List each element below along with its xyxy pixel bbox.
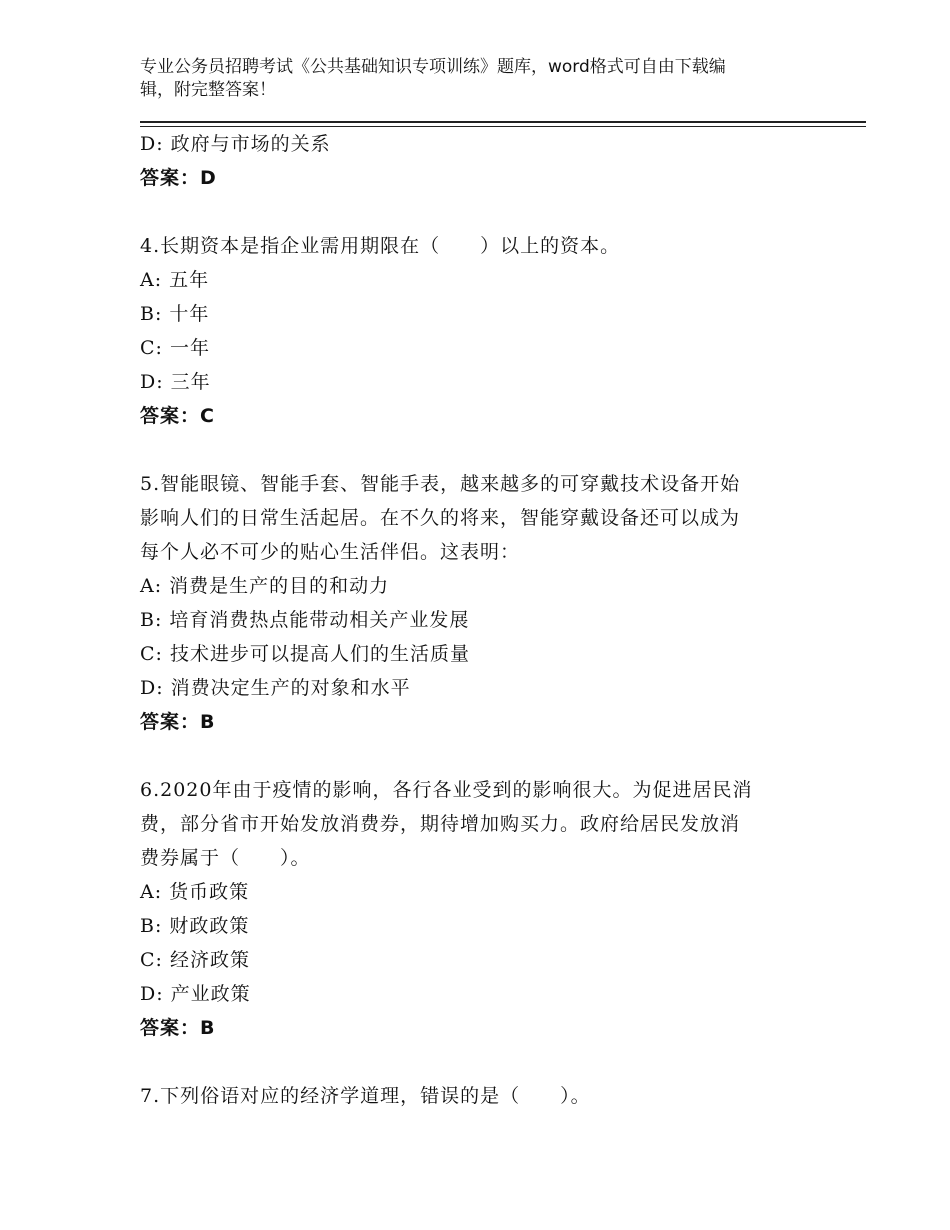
question-6 <box>140 773 800 1045</box>
question-6-stem-line-1: 6.2020年由于疫情的影响，各行各业受到的影响很大。为促进居民消 <box>140 779 753 801</box>
question-4-answer: 答案：C <box>140 405 215 427</box>
header-line-1: 专业公务员招聘考试《公共基础知识专项训练》题库，word格式可自由下载编 <box>140 57 726 77</box>
question-6-answer: 答案：B <box>140 1017 216 1039</box>
question-5-option-c: C: 技术进步可以提高人们的生活质量 <box>140 643 470 665</box>
spacer <box>140 1045 800 1079</box>
question-5-option-a: A: 消费是生产的目的和动力 <box>140 575 390 597</box>
question-6-stem-line-2: 费，部分省市开始发放消费券，期待增加购买力。政府给居民发放消 <box>140 813 741 835</box>
question-4-option-b: B: 十年 <box>140 303 210 325</box>
question-4 <box>140 229 800 433</box>
question-4-option-d: D: 三年 <box>140 371 211 393</box>
question-7 <box>140 1079 800 1113</box>
question-6-stem-line-3: 费券属于（ ）。 <box>140 847 311 869</box>
spacer <box>140 739 800 773</box>
question-5-stem-line-2: 影响人们的日常生活起居。在不久的将来，智能穿戴设备还可以成为 <box>140 507 741 529</box>
header-line-2: 辑，附完整答案！ <box>140 80 276 100</box>
question-6-option-c: C: 经济政策 <box>140 949 250 971</box>
question-5-stem-line-3: 每个人必不可少的贴心生活伴侣。这表明： <box>140 541 521 563</box>
question-5-option-d: D: 消费决定生产的对象和水平 <box>140 677 411 699</box>
question-4-option-a: A: 五年 <box>140 269 210 291</box>
spacer <box>140 195 800 229</box>
question-6-option-d: D: 产业政策 <box>140 983 251 1005</box>
prev-option-d: D: 政府与市场的关系 <box>140 133 331 155</box>
page-header <box>140 56 800 102</box>
question-5-stem-line-1: 5.智能眼镜、智能手套、智能手表，越来越多的可穿戴技术设备开始 <box>140 473 741 495</box>
prev-answer: 答案：D <box>140 167 217 189</box>
question-5-answer: 答案：B <box>140 711 216 733</box>
question-4-option-c: C: 一年 <box>140 337 210 359</box>
question-7-stem: 7.下列俗语对应的经济学道理，错误的是（ ）。 <box>140 1085 591 1107</box>
question-5 <box>140 467 800 739</box>
question-5-option-b: B: 培育消费热点能带动相关产业发展 <box>140 609 470 631</box>
spacer <box>140 433 800 467</box>
question-4-stem: 4.长期资本是指企业需用期限在（ ）以上的资本。 <box>140 235 621 257</box>
question-6-option-b: B: 财政政策 <box>140 915 250 937</box>
question-6-option-a: A: 货币政策 <box>140 881 250 903</box>
header-rule-thick <box>140 121 866 123</box>
question-content <box>140 127 800 1113</box>
